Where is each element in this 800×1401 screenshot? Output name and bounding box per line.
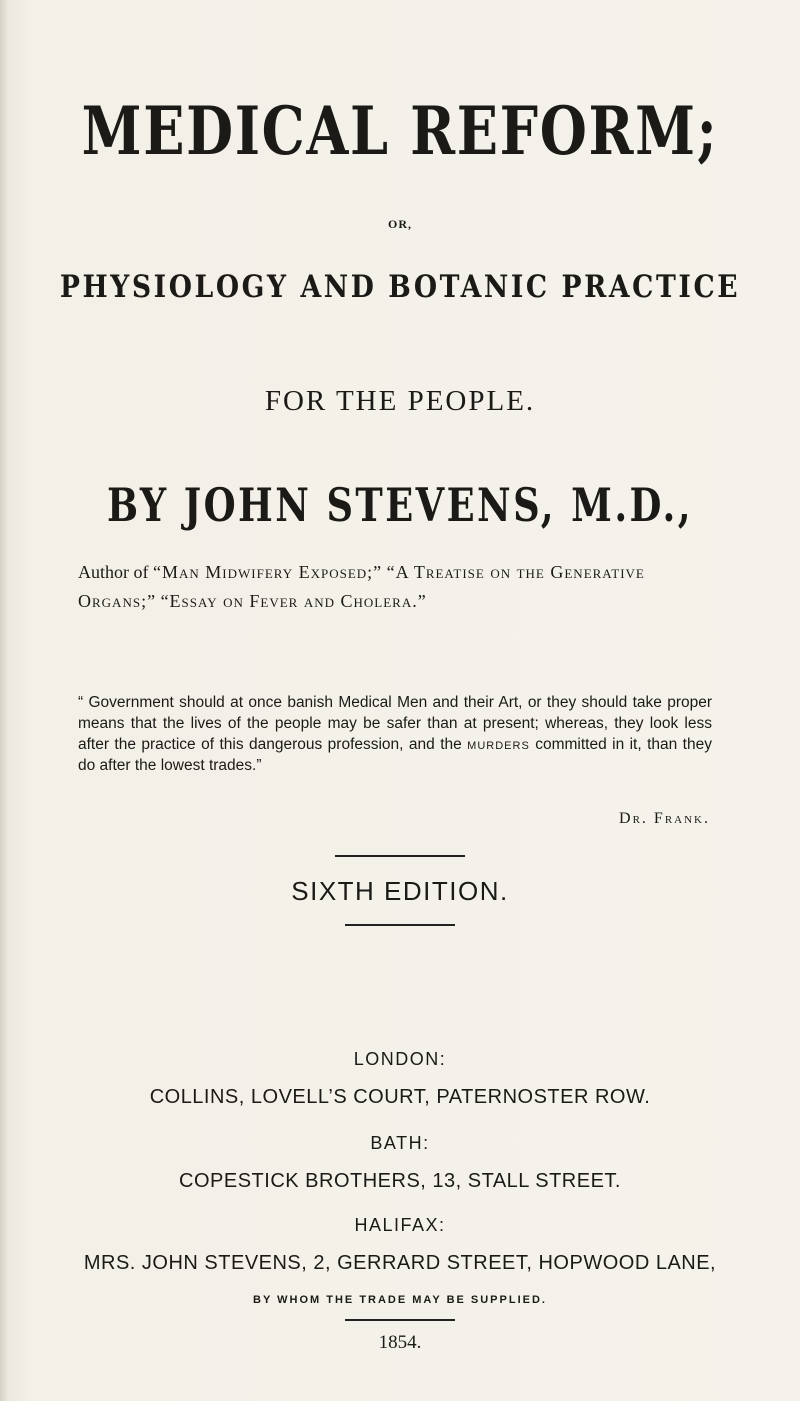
work-title: “Essay on Fever and Cholera.” xyxy=(160,591,427,611)
imprint-publisher: COLLINS, LOVELL’S COURT, PATERNOSTER ROW. xyxy=(149,1086,651,1108)
imprint-trade-note: BY WHOM THE TRADE MAY BE SUPPLIED. xyxy=(253,1294,547,1306)
imprint-publisher: COPESTICK BROTHERS, 13, STALL STREET. xyxy=(179,1170,621,1192)
book-subtitle-line-2: FOR THE PEOPLE. xyxy=(264,385,536,417)
epigraph-text-end: committed in it, than they do after the lowest trades.” xyxy=(78,736,712,774)
imprint-city: BATH: xyxy=(370,1133,430,1153)
imprint-publisher: MRS. JOHN STEVENS, 2, GERRARD STREET, HOPWOOD LANE, xyxy=(83,1252,717,1274)
author-other-works xyxy=(78,558,718,616)
work-title: “A Treatise on the Generative Organs;” xyxy=(78,562,645,611)
book-title: MEDICAL REFORM; xyxy=(81,92,719,170)
author-of-prefix: Author of xyxy=(78,562,149,582)
edition-statement: SIXTH EDITION. xyxy=(291,876,509,906)
epigraph xyxy=(78,692,712,776)
author-byline: BY JOHN STEVENS, M.D., xyxy=(107,478,693,532)
title-conjunction: OR, xyxy=(388,217,412,231)
divider-rule xyxy=(345,924,455,926)
work-title: “Man Midwifery Exposed;” xyxy=(153,562,383,582)
book-subtitle: PHYSIOLOGY AND BOTANIC PRACTICE xyxy=(59,269,741,305)
divider-rule xyxy=(335,855,465,857)
imprint-city: HALIFAX: xyxy=(354,1215,446,1235)
imprint-city: LONDON: xyxy=(353,1049,447,1069)
divider-rule xyxy=(345,1319,455,1321)
publication-year: 1854. xyxy=(378,1332,422,1353)
epigraph-attribution: Dr. Frank. xyxy=(619,810,710,827)
epigraph-text: “ Government should at once banish Medical Men and their Art, or they should take proper means that the lives of the people may be safer than at present; whereas, they look less after the practice of this dangerous profession, and the xyxy=(78,694,712,753)
epigraph-emphasis: murders xyxy=(467,736,530,753)
